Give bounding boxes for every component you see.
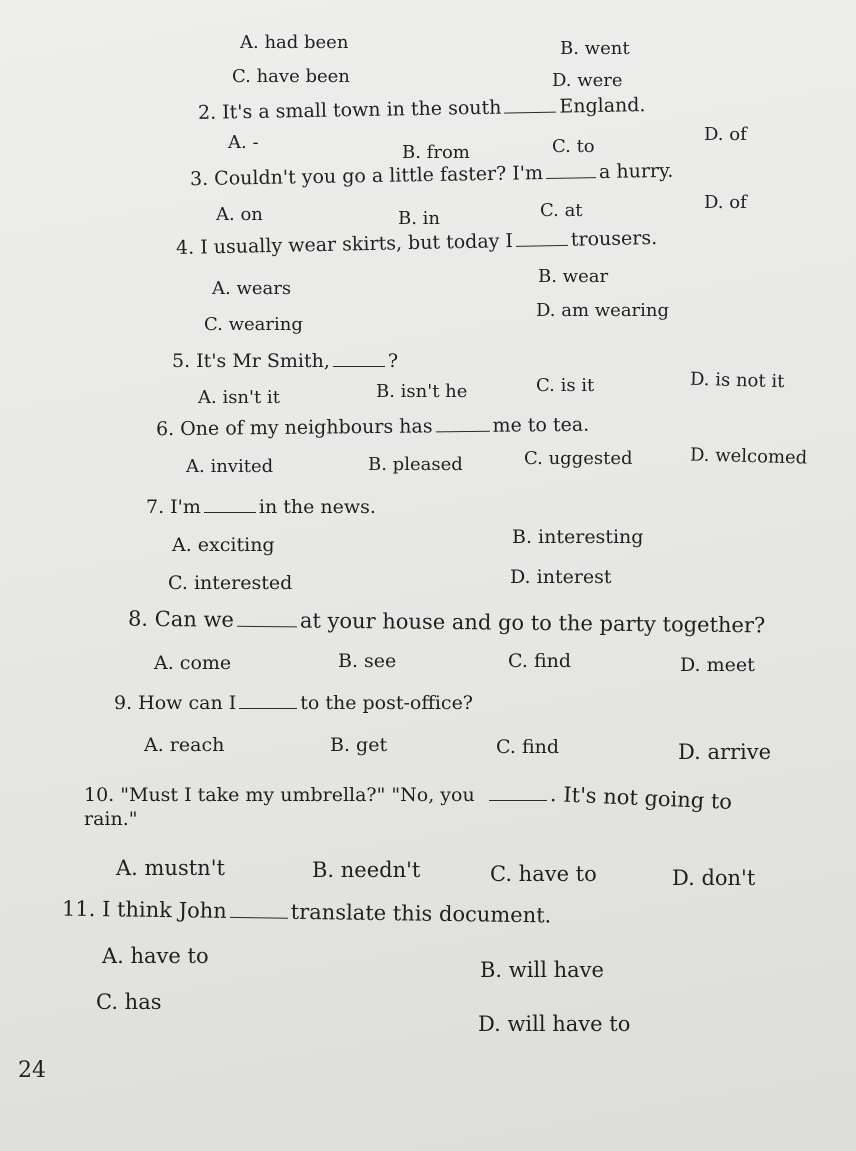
question-2-text-after: England.: [559, 94, 646, 118]
q8-option-c: C. find: [508, 650, 572, 672]
q1-option-c: C. have been: [232, 66, 350, 87]
question-9-text: 9. How can I: [114, 692, 237, 714]
q9-option-c: C. find: [496, 736, 560, 758]
q9-option-a: A. reach: [144, 734, 225, 756]
q5-option-b: B. isn't he: [376, 381, 468, 402]
q1-option-b: B. went: [560, 38, 630, 59]
question-5: [172, 352, 398, 371]
q1-option-a: A. had been: [240, 32, 349, 53]
q3-option-a: A. on: [216, 204, 263, 225]
question-10: [84, 782, 733, 814]
question-9-text-after: to the post-office?: [300, 692, 473, 714]
question-2: [198, 96, 646, 123]
answer-blank: [546, 177, 596, 179]
question-10-text-after: . It's not going to: [549, 782, 733, 814]
question-11: [61, 896, 552, 928]
q6-option-a: A. invited: [186, 456, 274, 477]
q9-option-b: B. get: [330, 734, 388, 756]
q2-option-b: B. from: [402, 142, 470, 163]
answer-blank: [516, 245, 568, 247]
question-10-text: 10. "Must I take my umbrella?" "No, you: [84, 784, 475, 806]
q3-option-d: D. of: [704, 192, 747, 213]
q2-option-c: C. to: [552, 136, 595, 157]
q3-option-b: B. in: [398, 208, 441, 229]
answer-blank: [489, 800, 547, 801]
question-5-text-after: ?: [387, 350, 399, 372]
question-11-text: 11. I think John: [61, 896, 227, 923]
q5-option-d: D. is not it: [689, 368, 785, 393]
q8-option-d: D. meet: [680, 654, 755, 676]
q9-option-d: D. arrive: [678, 740, 772, 764]
question-4-text-after: trousers.: [570, 226, 658, 251]
q11-option-a: A. have to: [102, 944, 209, 968]
question-7-text-after: in the news.: [258, 496, 376, 518]
q5-option-c: C. is it: [536, 375, 595, 396]
question-9: [114, 694, 473, 713]
question-8-text-after: at your house and go to the party together?: [299, 608, 766, 638]
answer-blank: [436, 431, 490, 433]
question-4: [175, 226, 658, 260]
q7-option-a: A. exciting: [172, 534, 275, 556]
q8-option-b: B. see: [338, 650, 397, 672]
q6-option-d: D. welcomed: [689, 444, 808, 469]
q5-option-a: A. isn't it: [198, 387, 280, 408]
page-number: 24: [18, 1058, 46, 1083]
q4-option-a: A. wears: [212, 278, 292, 299]
answer-blank: [239, 708, 297, 709]
question-8: [127, 606, 766, 638]
question-6-text: 6. One of my neighbours has: [155, 415, 433, 441]
q11-option-d: D. will have to: [478, 1012, 631, 1036]
q7-option-c: C. interested: [168, 572, 293, 594]
q10-option-b: B. needn't: [312, 858, 421, 882]
q4-option-d: D. am wearing: [536, 300, 670, 321]
q4-option-b: B. wear: [538, 266, 609, 287]
question-6: [155, 413, 590, 441]
q3-option-c: C. at: [540, 200, 583, 221]
question-8-text: 8. Can we: [127, 606, 235, 632]
q7-option-b: B. interesting: [512, 526, 644, 548]
q11-option-b: B. will have: [480, 958, 604, 982]
answer-blank: [333, 366, 385, 367]
question-11-text-after: translate this document.: [290, 899, 552, 928]
answer-blank: [204, 512, 256, 513]
q2-option-a: A. -: [228, 132, 259, 153]
q2-option-d: D. of: [704, 124, 747, 145]
question-3-text-after: a hurry.: [598, 159, 674, 184]
question-10-continuation: rain.": [84, 808, 138, 830]
q7-option-d: D. interest: [510, 566, 612, 588]
q10-option-c: C. have to: [490, 862, 597, 886]
question-6-text-after: me to tea.: [492, 413, 590, 437]
answer-blank: [230, 917, 288, 919]
q10-option-d: D. don't: [672, 866, 756, 890]
answer-blank: [504, 112, 556, 114]
answer-blank: [237, 626, 297, 628]
question-3: [189, 159, 674, 191]
question-3-text: 3. Couldn't you go a little faster? I'm: [189, 162, 544, 191]
q10-option-a: A. mustn't: [116, 856, 225, 880]
q1-option-d: D. were: [552, 70, 623, 91]
question-5-text: 5. It's Mr Smith,: [172, 350, 330, 372]
question-7: [146, 498, 376, 517]
q4-option-c: C. wearing: [204, 314, 303, 335]
q6-option-b: B. pleased: [368, 454, 463, 475]
q8-option-a: A. come: [154, 652, 232, 674]
q11-option-c: C. has: [96, 990, 162, 1014]
question-7-text: 7. I'm: [146, 496, 201, 518]
question-4-text: 4. I usually wear skirts, but today I: [175, 229, 514, 260]
question-2-text: 2. It's a small town in the south: [197, 96, 502, 124]
q6-option-c: C. uggested: [524, 448, 633, 469]
